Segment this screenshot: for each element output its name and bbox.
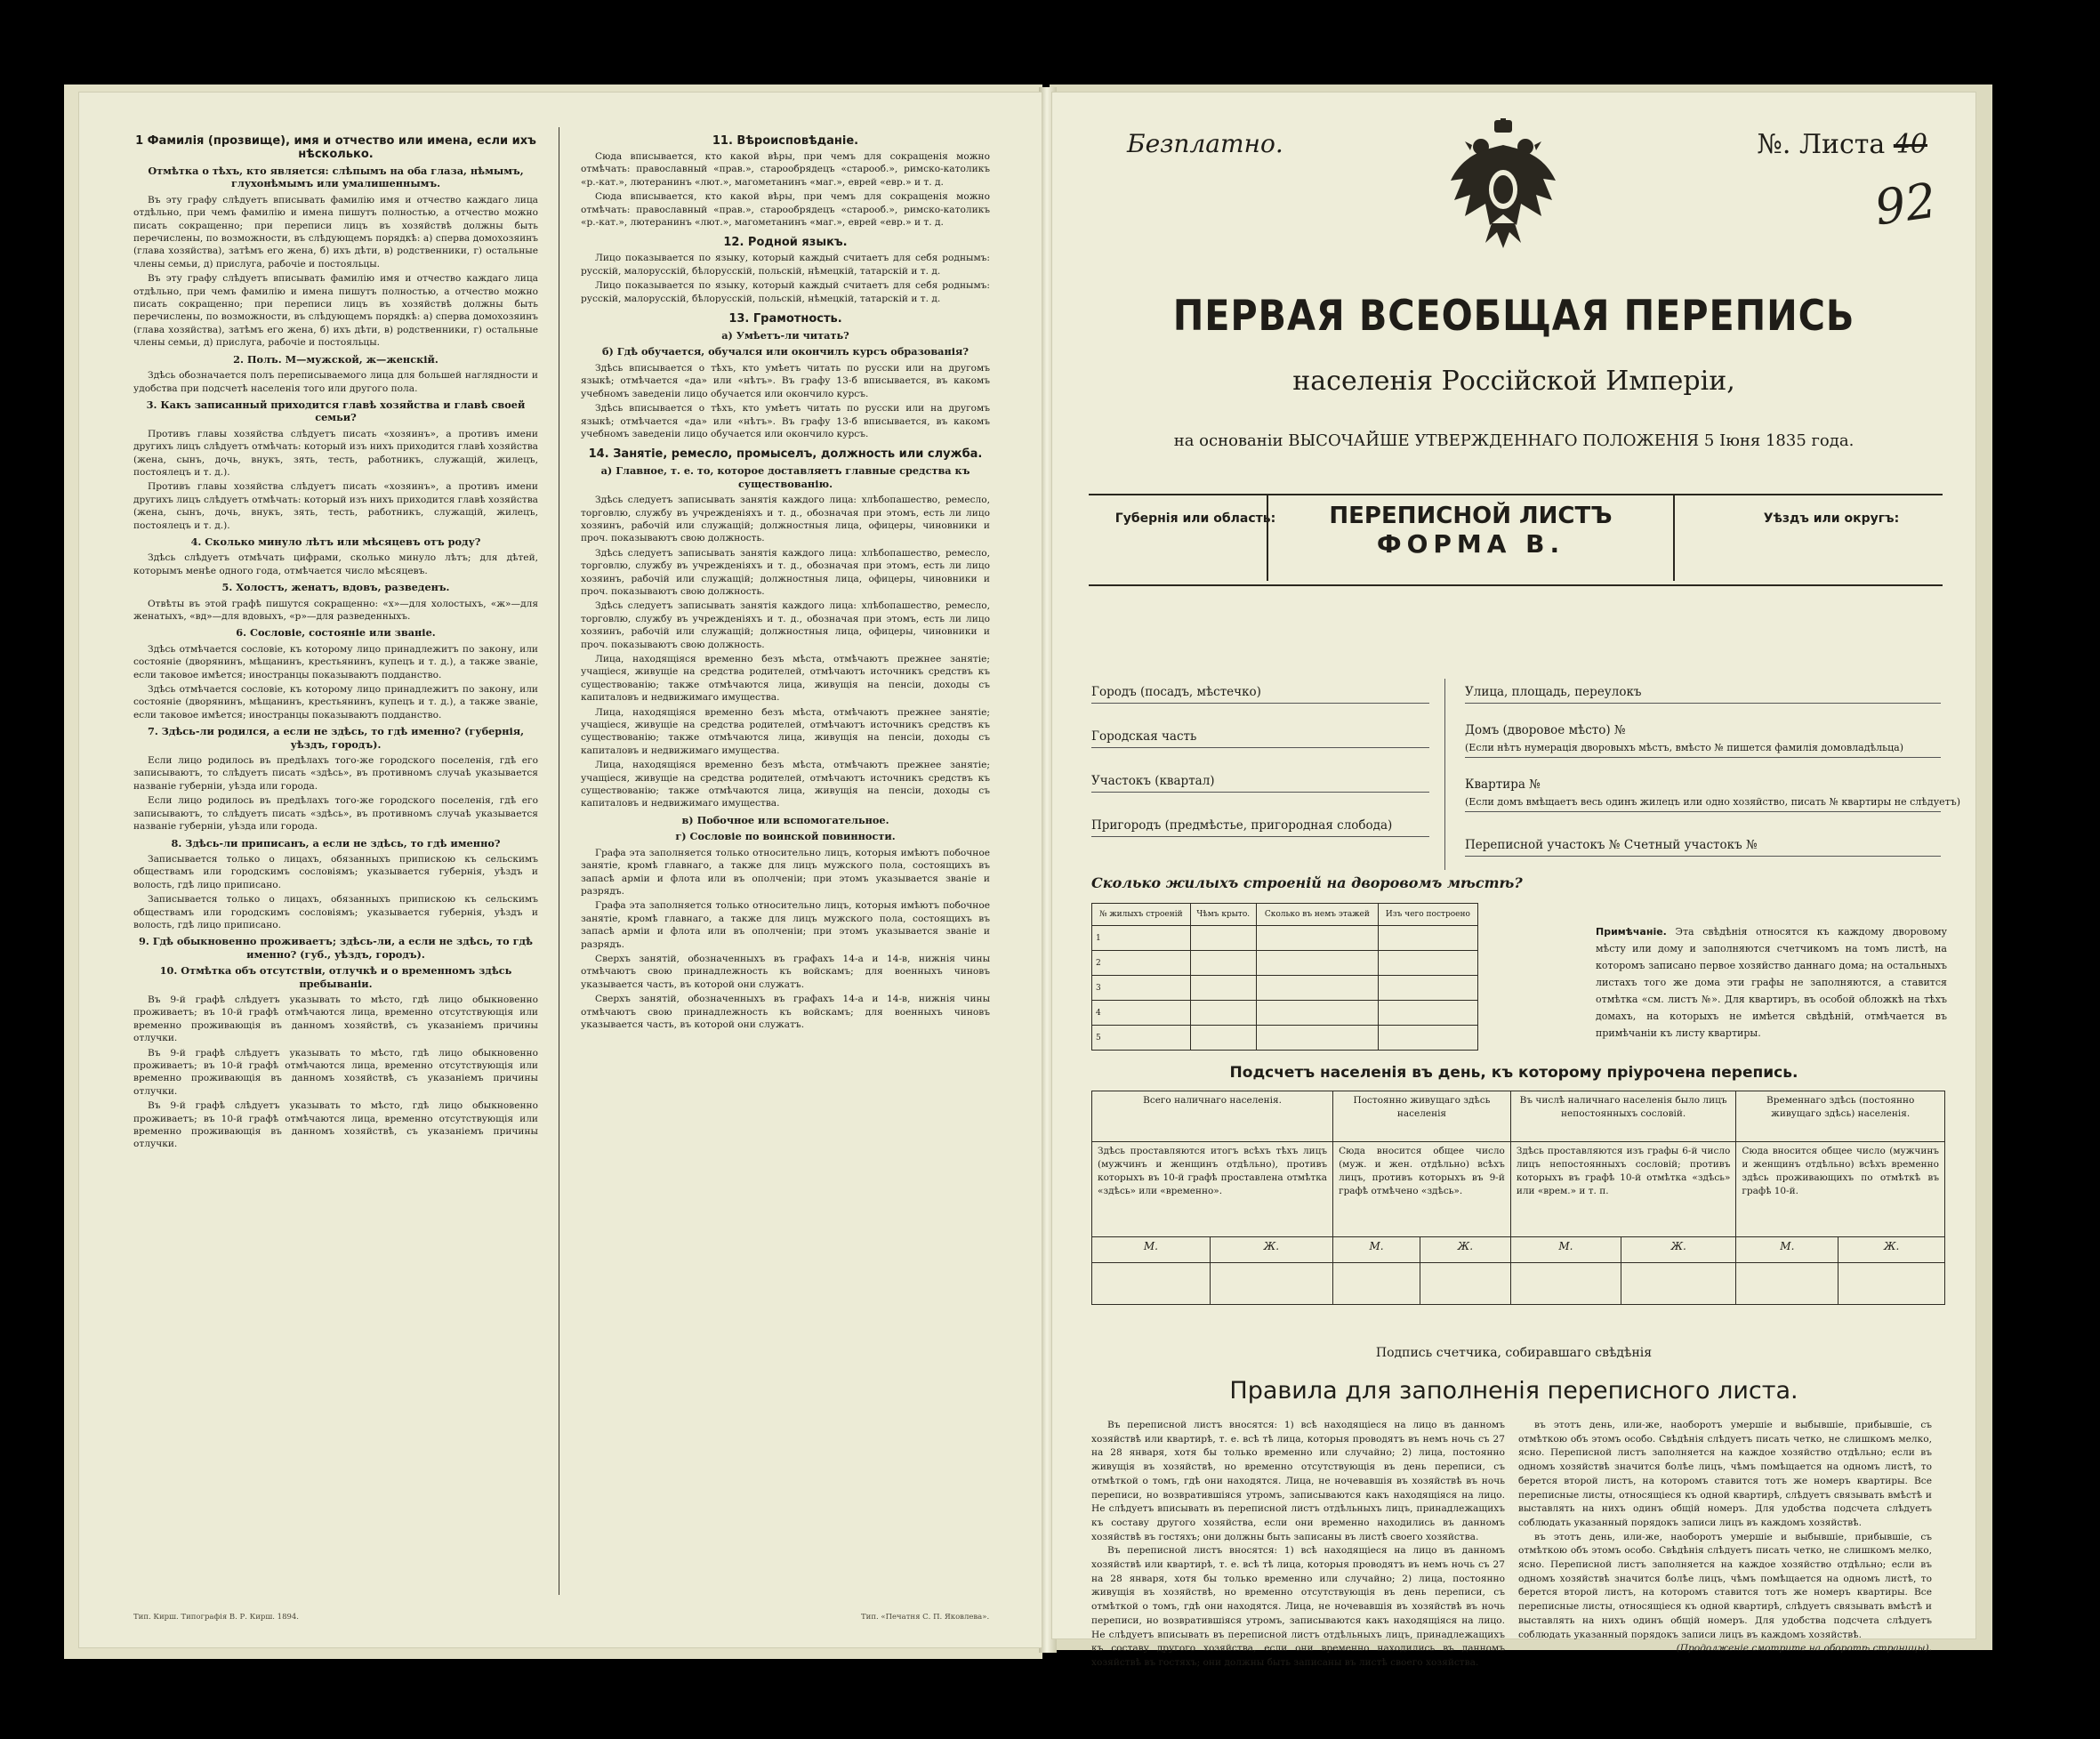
female-label: Ж. [1210, 1237, 1332, 1263]
field-label: Пригородъ (предмѣстье, пригородная слобода) [1091, 818, 1393, 833]
section-3-text: Противъ главы хозяйства слѣдуетъ писать «хозяинъ», а противъ имени другихъ лицъ слѣдуетъ отмѣчать: который изъ нихъ приходится главѣ хозяйства (жена, сынъ, дочь, внукъ, зять, тесть, работникъ, служащій, жилецъ, постоялецъ и т. д.). [133, 481, 538, 531]
remark-title: Примѣчаніе. [1596, 926, 1667, 938]
row-number: 5 [1092, 1026, 1191, 1051]
table-row [1092, 976, 1478, 1001]
remark-note [1596, 923, 1947, 1042]
rules-continued-note: (Продолженіе смотрите на оборотѣ страницы). [1676, 1643, 1932, 1654]
section-3-text: Противъ главы хозяйства слѣдуетъ писать «хозяинъ», а противъ имени другихъ лицъ слѣдуетъ отмѣчать: который изъ нихъ приходится главѣ хозяйства (жена, сынъ, дочь, внукъ, зять, тесть, работникъ, служащій, жилецъ, постоялецъ и т. д.). [133, 428, 538, 478]
female-label: Ж. [1621, 1237, 1736, 1263]
table-header: Всего наличнаго населенія. [1092, 1091, 1333, 1142]
free-of-charge-label: Безплатно. [1127, 129, 1283, 158]
male-label: М. [1333, 1237, 1420, 1263]
section-14-text-2: Лица, находящіяся временно безъ мѣста, отмѣчаютъ прежнее занятіе; учащіеся, живущіе на средства родителей, отмѣчаютъ источникъ средствъ къ существованію; также отмѣчаются лица, живущія на пенсіи, доходы съ капиталовъ и недвижимаго имущества. [581, 706, 990, 756]
population-count-title: Подсчетъ населенія въ день, къ которому пріурочена перепись. [1229, 1064, 1798, 1082]
section-14-text-4: Сверхъ занятій, обозначенныхъ въ графахъ 14-а и 14-в, нижнія чины отмѣчаютъ свою принадлежность къ войскамъ; для военныхъ чиновъ указывается часть, въ которой они служатъ. [581, 994, 990, 1030]
section-7-title: 7. Здѣсь-ли родился, а если не здѣсь, то гдѣ именно? (губернія, уѣздъ, городъ). [147, 725, 525, 751]
section-12-text: Лицо показывается по языку, который каждый считаетъ для себя роднымъ: русскій, малорусскій, бѣлорусскій, польскій, нѣмецкій, татарскій и т. д. [581, 280, 990, 304]
male-label: М. [1092, 1237, 1211, 1263]
rules-text: Въ переписной листъ вносятся: 1) всѣ находящіеся на лицо въ данномъ хозяйствѣ или квартирѣ, т. е. всѣ тѣ лица, которыя проводятъ въ немъ ночь съ 27 на 28 января, хотя бы только временно или случайно; 2) лица, постоянно живущія въ хозяйствѣ, но временно отсутствующія въ день переписи, съ отмѣткой о томъ, гдѣ они находятся. Лица, не ночевавшія въ хозяйствѣ въ ночь переписи, но возвратившіяся утромъ, записываются какъ находящіяся на лицо. Не слѣдуетъ вписывать въ переписной листъ отдѣльныхъ лицъ, принадлежащихъ къ составу другого хозяйства, если они временно находились въ данномъ хозяйствѣ въ гостяхъ; они должны быть записаны въ листѣ своего хозяйства. [1091, 1420, 1505, 1542]
handwritten-sheet-number: 92 [1871, 172, 1941, 237]
table-row [1092, 1237, 1945, 1263]
male-label: М. [1510, 1237, 1621, 1263]
main-title: ПЕРВАЯ ВСЕОБЩАЯ ПЕРЕПИСЬ [1172, 292, 1855, 341]
section-8-title: 8. Здѣсь-ли приписанъ, а если не здѣсь, то гдѣ именно? [171, 836, 501, 849]
column-description: Сюда вносится общее число (мужчинъ и женщинъ отдѣльно) всѣхъ временно здѣсь проживающихъ по отмѣткѣ въ графѣ 10-й. [1736, 1142, 1945, 1237]
section-14-text-3: Графа эта заполняется только относительно лицъ, которыя имѣютъ побочное занятіе, кромѣ главнаго, а также для лицъ мужского пола, состоящихъ въ запасѣ арміи и флота или въ ополченіи; при этомъ указывается званіе и разрядъ. [581, 900, 990, 950]
population-count-table [1091, 1091, 1945, 1305]
province-field-label: Губернія или область: [1114, 511, 1276, 526]
section-8-text: Записывается только о лицахъ, обязанныхъ припискою къ сельскимъ обществамъ или городскимъ сословіямъ; указывается губернія, уѣздъ и волость, гдѣ лицо приписано. [133, 894, 538, 930]
section-6-title: 6. Сословіе, состояніе или званіе. [236, 626, 436, 640]
apartment-field [1465, 760, 1961, 812]
section-13a-title: а) Умѣетъ-ли читать? [721, 329, 849, 342]
table-header-row [1092, 904, 1478, 926]
table-row [1092, 926, 1478, 951]
section-6-text: Здѣсь отмѣчается сословіе, къ которому лицо принадлежитъ по закону, или состояніе (дворянинъ, мѣщанинъ, крестьянинъ, купецъ и т. д.), а также званіе, если таковое имѣется; иностранцы показываютъ подданство. [133, 643, 538, 680]
form-name-box [1267, 495, 1675, 581]
section-14-text-3: Графа эта заполняется только относительно лицъ, которыя имѣютъ побочное занятіе, кромѣ главнаго, а также для лицъ мужского пола, состоящихъ въ запасѣ арміи и флота или въ ополченіи; при этомъ указывается званіе и разрядъ. [581, 847, 990, 897]
address-fields-left [1091, 661, 1429, 839]
row-number: 4 [1092, 1001, 1191, 1026]
table-header: Чѣмъ крыто. [1190, 904, 1256, 926]
subtitle: населенія Россійской Имперіи, [1292, 366, 1735, 397]
rules-text: въ этотъ день, или-же, наоборотъ умершіе и выбывшіе, прибывшіе, съ отмѣткою объ этомъ особо. Свѣдѣнія слѣдуетъ писать четко, не слишкомъ мелко, ясно. Переписной листъ заполняется на каждое хозяйство отдѣльно; если въ одномъ хозяйствѣ значится болѣе лицъ, чѣмъ помѣщается на одномъ листѣ, то берется второй листъ, на которомъ ставится тотъ же номеръ квартиры. Все переписные листы, относящіеся къ одной квартирѣ, слѣдуетъ связывать вмѣстѣ и выставлять на нихъ одинъ общій номеръ. Для удобства подсчета слѣдуетъ соблюдать указанный порядокъ записи лицъ въ каждомъ хозяйствѣ. [1518, 1531, 1932, 1640]
section-1-text: Въ эту графу слѣдуетъ вписывать фамилію имя и отчество каждаго лица отдѣльно, при чемъ фамилію и имена пишутъ полностью, а отчество можно писать сокращенно; при переписи лицъ въ хозяйствѣ должны быть перечислены, по возможности, въ слѣдующемъ порядкѣ: а) сперва домохозяинъ (глава хозяйства), затѣмъ его жена, б) ихъ дѣти, в) родственники, г) остальные члены семьи, д) прислуга, рабочіе и постояльцы. [133, 194, 538, 270]
section-14-text: Здѣсь следуетъ записывать занятія каждого лица: хлѣбопашество, ремесло, торговлю, службу въ учрежденіяхъ и т. д., обозначая при этомъ, есть ли лицо хозяинъ, рабочій или служащій; должностныя лица, офицеры, чиновники и проч. показываютъ свою должность. [581, 600, 990, 650]
section-11-text: Сюда вписывается, кто какой вѣры, при чемъ для сокращенія можно отмѣчать: православный «прав.», старообрядецъ «старооб.», римско-католикъ «р.-кат.», лютеранинъ «лют.», магометанинъ «маг.», еврей «евр.» и т. д. [581, 151, 990, 188]
rules-column-1 [1091, 1419, 1505, 1671]
row-number: 3 [1092, 976, 1191, 1001]
field-label: Квартира № [1465, 777, 1541, 792]
form-letter: ФОРМА В. [1376, 529, 1565, 559]
female-label: Ж. [1839, 1237, 1945, 1263]
section-4-title: 4. Сколько минуло лѣтъ или мѣсяцевъ отъ роду? [190, 535, 481, 548]
double-headed-eagle-emblem-icon [1445, 118, 1561, 252]
remark-text: Эта свѣдѣнія относятся къ каждому дворовому мѣсту или дому и заполняются счетчикомъ на томъ листѣ, на которомъ записано первое хозяйство даннаго дома; на остальныхъ листахъ того же дома эти графы не заполняются, а ставится отмѣтка «см. листъ №». Для квартиръ, въ особой обложкѣ на тѣхъ домахъ, на которыхъ не имѣется свѣдѣній, отмѣчается въ примѣчаніи къ листу квартиры. [1596, 926, 1947, 1039]
section-8-text: Записывается только о лицахъ, обязанныхъ припискою къ сельскимъ обществамъ или городскимъ сословіямъ; указывается губернія, уѣздъ и волость, гдѣ лицо приписано. [133, 853, 538, 890]
male-label: М. [1736, 1237, 1839, 1263]
table-header: Временнаго здѣсь (постоянно живущаго здѣсь) населенія. [1736, 1091, 1945, 1142]
form-name: ПЕРЕПИСНОЙ ЛИСТЪ [1329, 503, 1613, 529]
section-13b-title: б) Гдѣ обучается, обучался или окончилъ курсъ образованія? [601, 345, 970, 358]
section-5-text: Отвѣты въ этой графѣ пишутся сокращенно: «х»—для холостыхъ, «ж»—для женатыхъ, «вд»—для вдовыхъ, «р»—для разведенныхъ. [133, 598, 538, 622]
precinct-field [1091, 750, 1429, 793]
table-header: Изъ чего построено [1378, 904, 1477, 926]
section-2-text: Здѣсь обозначается полъ переписываемого лица для большей наглядности и удобства при подсчетѣ населенія того или другого пола. [133, 370, 538, 394]
houses-question: Сколько жилыхъ строеній на дворовомъ мѣстѣ? [1091, 874, 1523, 891]
section-7-text: Если лицо родилось въ предѣлахъ того-же городского поселенія, гдѣ его записываютъ, то слѣдуетъ писать «здѣсь», въ противномъ случаѣ указывается названіе губерніи, уѣзда или города. [133, 755, 538, 792]
field-label: Домъ (дворовое мѣсто) № [1465, 723, 1626, 737]
instructions-column-2 [581, 127, 990, 1033]
section-9-title: 9. Гдѣ обыкновенно проживаетъ; здѣсь-ли, а если не здѣсь, то гдѣ именно? (губ., уѣздъ, городъ). [138, 935, 533, 961]
left-page-instructions [78, 92, 1042, 1648]
sheet-number [1757, 129, 1927, 160]
section-11-text: Сюда вписывается, кто какой вѣры, при чемъ для сокращенія можно отмѣчать: православный «прав.», старообрядецъ «старооб.», римско-католикъ «р.-кат.», лютеранинъ «лют.», магометанинъ «маг.», еврей «евр.» и т. д. [581, 191, 990, 229]
rules-text: Въ переписной листъ вносятся: 1) всѣ находящіеся на лицо въ данномъ хозяйствѣ или квартирѣ, т. е. всѣ тѣ лица, которыя проводятъ въ немъ ночь съ 27 на 28 января, хотя бы только временно или случайно; 2) лица, постоянно живущія въ хозяйствѣ, но временно отсутствующія въ день переписи, съ отмѣткой о томъ, гдѣ они находятся. Лица, не ночевавшія въ хозяйствѣ въ ночь переписи, но возвратившіяся утромъ, записываются какъ находящіяся на лицо. Не слѣдуетъ вписывать въ переписной листъ отдѣльныхъ лицъ, принадлежащихъ къ составу другого хозяйства, если они временно находились въ данномъ хозяйствѣ въ гостяхъ; они должны быть записаны въ листѣ своего хозяйства. [1091, 1545, 1505, 1668]
sheet-number-crossed: 40 [1893, 129, 1927, 160]
sheet-number-label: №. Листа [1757, 129, 1886, 160]
section-14-text-2: Лица, находящіяся временно безъ мѣста, отмѣчаютъ прежнее занятіе; учащіеся, живущіе на средства родителей, отмѣчаютъ источникъ средствъ къ существованію; также отмѣчаются лица, живущія на пенсіи, доходы съ капиталовъ и недвижимаго имущества. [581, 760, 990, 809]
column-description: Здѣсь проставляются итогъ всѣхъ тѣхъ лицъ (мужчинъ и женщинъ отдѣльно), противъ которыхъ въ 10-й графѣ проставлена отмѣтка «здѣсь» или «временно». [1092, 1142, 1333, 1237]
section-4-text: Здѣсь слѣдуетъ отмѣчать цифрами, сколько минуло лѣтъ; для дѣтей, которымъ менѣе одного года, отмѣчается число мѣсяцевъ. [133, 552, 538, 576]
row-number: 1 [1092, 926, 1191, 951]
printer-footer-left: Тип. Кирш. Типографія В. Р. Кирш. 1894. [133, 1613, 300, 1622]
section-9-text: Въ 9-й графѣ слѣдуетъ указывать то мѣсто, гдѣ лицо обыкновенно проживаетъ; въ 10-й графѣ отмѣчаются лица, временно отсутствующія или временно проживающія въ данномъ хозяйствѣ, съ указаніемъ причины отлучки. [133, 994, 538, 1044]
section-14-text-4: Сверхъ занятій, обозначенныхъ въ графахъ 14-а и 14-в, нижнія чины отмѣчаютъ свою принадлежность къ войскамъ; для военныхъ чиновъ указывается часть, въ которой они служатъ. [581, 953, 990, 990]
apartment-field-note: (Если домъ вмѣщаетъ весь одинъ жилецъ или одно хозяйство, писать № квартиры не слѣдуетъ) [1465, 796, 1961, 808]
row-number: 2 [1092, 951, 1191, 976]
section-13-title: 13. Грамотность. [728, 312, 842, 326]
printer-footer-right: Тип. «Печатня С. П. Яковлева». [861, 1613, 990, 1622]
house-field-note: (Если нѣтъ нумерація дворовыхъ мѣстъ, вмѣсто № пишется фамилія домовладѣльца) [1465, 742, 1904, 753]
table-row [1092, 951, 1478, 976]
right-page-census-form [1051, 92, 1976, 1668]
table-header: № жилыхъ строеній [1092, 904, 1191, 926]
section-2-title: 2. Полъ. М—мужской, ж—женскій. [233, 352, 439, 366]
column-description: Здѣсь проставляются изъ графы 6-й число лицъ непостоянныхъ сословій; противъ которыхъ въ графѣ 10-й отмѣтка «здѣсь» или «врем.» и т. п. [1510, 1142, 1736, 1237]
section-6-text: Здѣсь отмѣчается сословіе, къ которому лицо принадлежитъ по закону, или состояніе (дворянинъ, мѣщанинъ, крестьянинъ, купецъ и т. д.), а также званіе, если таковое имѣется; иностранцы показываютъ подданство. [133, 684, 538, 721]
column-description: Сюда вносится общее число (муж. и жен. отдѣльно) всѣхъ лицъ, противъ которыхъ въ 9-й графѣ отмѣчено «здѣсь». [1333, 1142, 1511, 1237]
rules-title: Правила для заполненія переписного листа. [1229, 1377, 1798, 1405]
street-field [1465, 661, 1941, 704]
fields-divider [1444, 679, 1445, 870]
section-9-text: Въ 9-й графѣ слѣдуетъ указывать то мѣсто, гдѣ лицо обыкновенно проживаетъ; въ 10-й графѣ отмѣчаются лица, временно отсутствующія или временно проживающія въ данномъ хозяйствѣ, съ указаніемъ причины отлучки. [133, 1047, 538, 1097]
section-12-text: Лицо показывается по языку, который каждый считаетъ для себя роднымъ: русскій, малорусскій, бѣлорусскій, польскій, нѣмецкій, татарскій и т. д. [581, 253, 990, 277]
table-row [1092, 1026, 1478, 1051]
section-14a-title: а) Главное, т. е. то, которое доставляетъ главные средства къ существованію. [600, 464, 970, 490]
section-1-title: 1 Фамилія (прозвище), имя и отчество или имена, если ихъ нѣсколько. [135, 134, 536, 161]
section-14-text-2: Лица, находящіяся временно безъ мѣста, отмѣчаютъ прежнее занятіе; учащіеся, живущіе на средства родителей, отмѣчаютъ источникъ средствъ къ существованію; также отмѣчаются лица, живущія на пенсіи, доходы съ капиталовъ и недвижимаго имущества. [581, 654, 990, 704]
table-header: Въ числѣ наличнаго населенія было лицъ непостоянныхъ сословій. [1510, 1091, 1736, 1142]
table-header: Постоянно живущаго здѣсь населенія [1333, 1091, 1511, 1142]
table-header: Сколько въ немъ этажей [1256, 904, 1378, 926]
section-10-title: 10. Отмѣтка объ отсутствіи, отлучкѣ и о временномъ здѣсь пребываніи. [159, 964, 512, 990]
instructions-column-1 [133, 127, 538, 1153]
section-14c-title: г) Сословіе по воинской повинности. [675, 830, 896, 843]
table-row [1092, 1001, 1478, 1026]
table-row [1092, 1142, 1945, 1237]
table-header-row [1092, 1091, 1945, 1142]
section-5-title: 5. Холостъ, женатъ, вдовъ, разведенъ. [221, 581, 450, 594]
houses-table [1091, 903, 1478, 1051]
section-9-text: Въ 9-й графѣ слѣдуетъ указывать то мѣсто, гдѣ лицо обыкновенно проживаетъ; въ 10-й графѣ отмѣчаются лица, временно отсутствующія или временно проживающія въ данномъ хозяйствѣ, съ указаніемъ причины отлучки. [133, 1100, 538, 1150]
section-13-text: Здѣсь вписывается о тѣхъ, кто умѣетъ читать по русски или на другомъ языкѣ; отмѣчается «да» или «нѣтъ». Въ графу 13-б вписывается, въ какомъ учебномъ заведеніи лицо обучается или окончило курсъ. [581, 362, 990, 399]
city-part-field [1091, 705, 1429, 748]
district-field-label: Уѣздъ или округъ: [1763, 511, 1900, 526]
section-1-subtitle: Отмѣтка о тѣхъ, кто является: слѣпымъ на оба глаза, нѣмымъ, глухонѣмымъ или умалишеннымъ. [148, 165, 524, 190]
address-fields-right [1465, 661, 1961, 858]
section-13-text: Здѣсь вписывается о тѣхъ, кто умѣетъ читать по русски или на другомъ языкѣ; отмѣчается «да» или «нѣтъ». Въ графу 13-б вписывается, въ какомъ учебномъ заведеніи лицо обучается или окончило курсъ. [581, 403, 990, 439]
field-label: Переписной участокъ № Счетный участокъ № [1465, 838, 1758, 852]
field-label: Участокъ (квартал) [1091, 774, 1215, 788]
section-12-title: 12. Родной языкъ. [723, 236, 848, 250]
legal-basis: на основаніи ВЫСОЧАЙШЕ УТВЕРЖДЕННАГО ПОЛОЖЕНІЯ 5 Іюня 1835 года. [1173, 431, 1855, 450]
table-row [1092, 1263, 1945, 1305]
female-label: Ж. [1420, 1237, 1510, 1263]
section-14-text: Здѣсь следуетъ записывать занятія каждого лица: хлѣбопашество, ремесло, торговлю, службу въ учрежденіяхъ и т. д., обозначая при этомъ, есть ли лицо хозяинъ, рабочій или служащій; должностныя лица, офицеры, чиновники и проч. показываютъ свою должность. [581, 547, 990, 597]
rules-text: въ этотъ день, или-же, наоборотъ умершіе и выбывшіе, прибывшіе, съ отмѣткою объ этомъ особо. Свѣдѣнія слѣдуетъ писать четко, не слишкомъ мелко, ясно. Переписной листъ заполняется на каждое хозяйство отдѣльно; если въ одномъ хозяйствѣ значится болѣе лицъ, чѣмъ помѣщается на одномъ листѣ, то берется второй листъ, на которомъ ставится тотъ же номеръ квартиры. Все переписные листы, относящіеся къ одной квартирѣ, слѣдуетъ связывать вмѣстѣ и выставлять на нихъ одинъ общій номеръ. Для удобства подсчета слѣдуетъ соблюдать указанный порядокъ записи лицъ въ каждомъ хозяйствѣ. [1518, 1420, 1932, 1528]
counter-signature-line: Подпись счетчика, собиравшаго свѣдѣнія [1375, 1346, 1653, 1360]
section-11-title: 11. Вѣроисповѣданіе. [712, 134, 859, 148]
field-label: Улица, площадь, переулокъ [1465, 685, 1642, 699]
suburb-field [1091, 794, 1429, 837]
section-3-title: 3. Какъ записанный приходится главѣ хозяйства и главѣ своей семьи? [146, 398, 526, 424]
section-14-text: Здѣсь следуетъ записывать занятія каждого лица: хлѣбопашество, ремесло, торговлю, службу въ учрежденіяхъ и т. д., обозначая при этомъ, есть ли лицо хозяинъ, рабочій или служащій; должностныя лица, офицеры, чиновники и проч. показываютъ свою должность. [581, 495, 990, 544]
house-field [1465, 705, 1941, 758]
field-label: Городская часть [1091, 729, 1197, 744]
section-14-title: 14. Занятіе, ремесло, промыселъ, должность или служба. [588, 447, 983, 462]
field-label: Городъ (посадъ, мѣстечко) [1091, 685, 1261, 699]
city-field [1091, 661, 1429, 704]
rules-column-2 [1518, 1419, 1932, 1656]
census-precinct-field [1465, 814, 1941, 857]
form-header-box [1089, 494, 1943, 586]
section-7-text: Если лицо родилось въ предѣлахъ того-же городского поселенія, гдѣ его записываютъ, то слѣдуетъ писать «здѣсь», въ противномъ случаѣ указывается названіе губерніи, уѣзда или города. [133, 795, 538, 833]
section-14b-title: в) Побочное или вспомогательное. [681, 813, 889, 826]
section-1-text: Въ эту графу слѣдуетъ вписывать фамилію имя и отчество каждаго лица отдѣльно, при чемъ фамилію и имена пишутъ полностью, а отчество можно писать сокращенно; при переписи лицъ въ хозяйствѣ должны быть перечислены, по возможности, въ слѣдующемъ порядкѣ: а) сперва домохозяинъ (глава хозяйства), затѣмъ его жена, б) ихъ дѣти, в) родственники, г) остальные члены семьи, д) прислуга, рабочіе и постояльцы. [133, 273, 538, 349]
